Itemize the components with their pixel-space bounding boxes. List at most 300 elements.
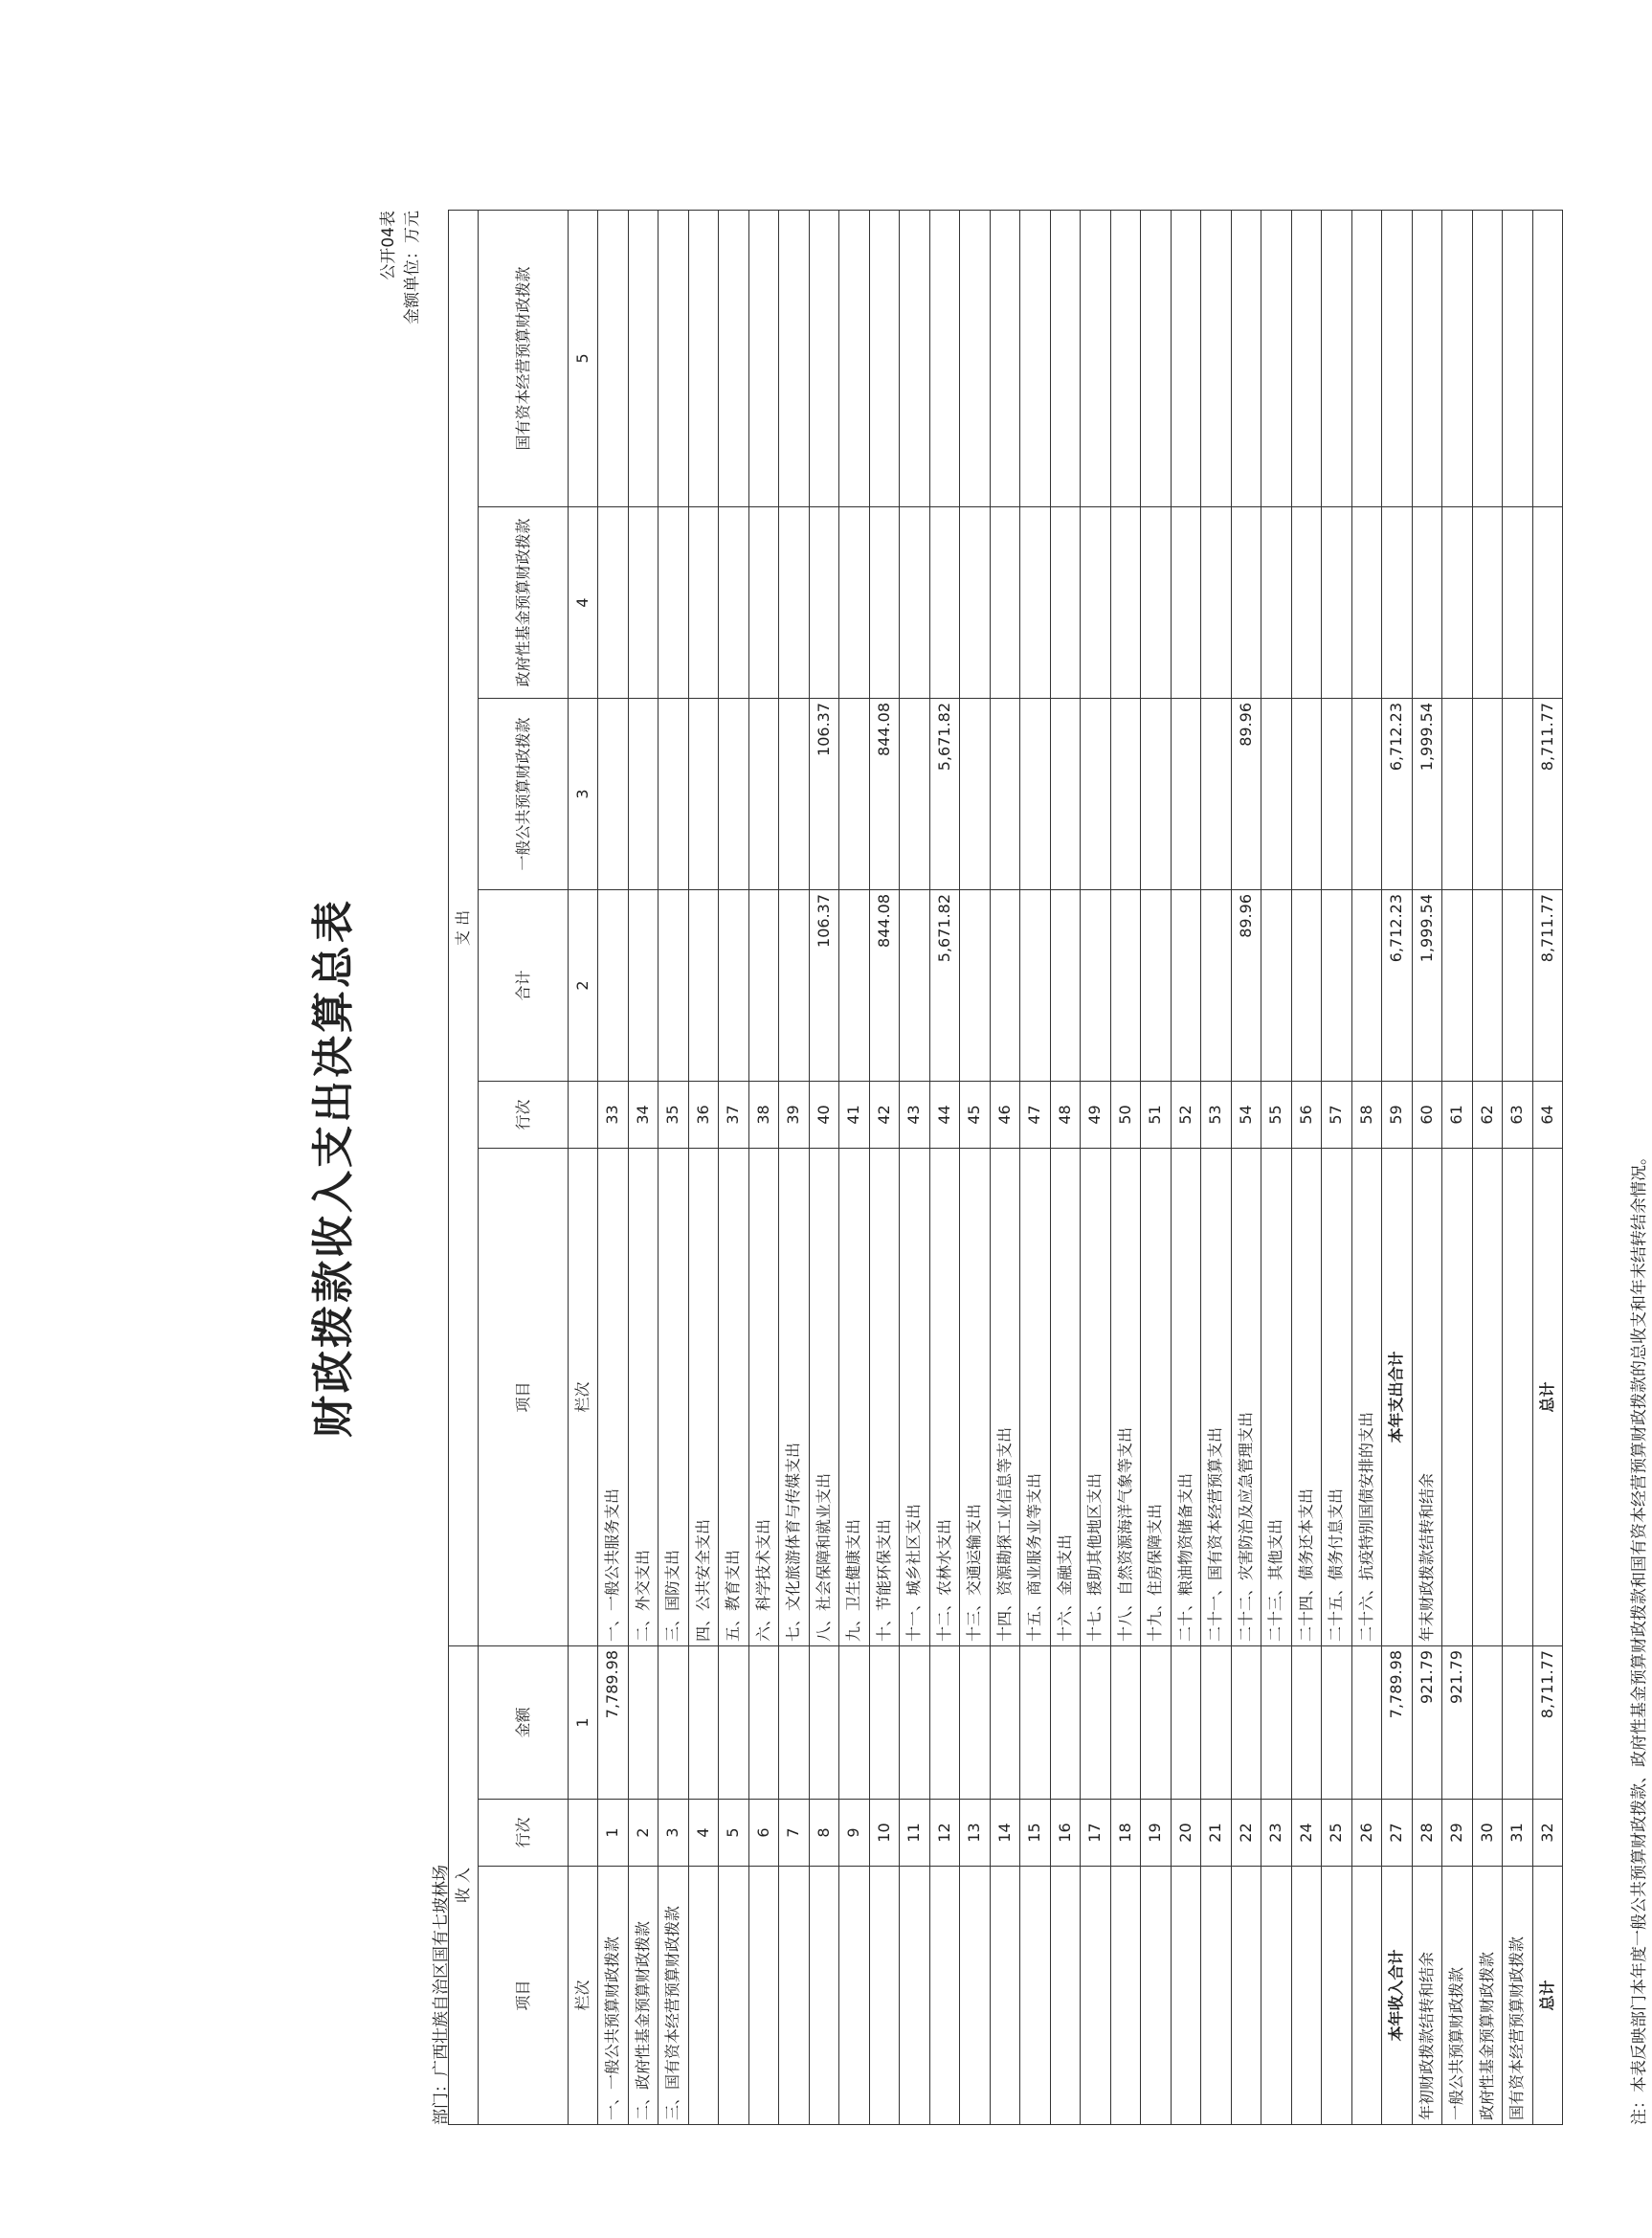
expense-total-cell <box>900 889 930 1081</box>
income-line-header: 行次 <box>479 1800 569 1867</box>
income-line-cell: 12 <box>929 1800 960 1867</box>
expense-total-cell <box>1351 889 1382 1081</box>
expense-line-cell: 60 <box>1412 1081 1442 1148</box>
expense-line-cell: 61 <box>1442 1081 1473 1148</box>
expense-total-header: 合计 <box>479 889 569 1081</box>
expense-fund-cell <box>688 506 719 698</box>
income-amount-cell <box>1050 1645 1081 1799</box>
expense-item-cell: 二、外交支出 <box>628 1148 659 1645</box>
income-amount-cell <box>1081 1645 1111 1799</box>
income-line-cell: 11 <box>900 1800 930 1867</box>
expense-general-cell <box>1110 698 1141 889</box>
expense-general-cell <box>748 698 779 889</box>
expense-general-cell: 6,712.23 <box>1382 698 1413 889</box>
expense-total-cell: 89.96 <box>1231 889 1261 1081</box>
expense-item-cell: 年末财政拨款结转和结余 <box>1412 1148 1442 1645</box>
income-line-cell: 21 <box>1201 1800 1232 1867</box>
income-amount-cell <box>929 1645 960 1799</box>
income-line-cell: 16 <box>1050 1800 1081 1867</box>
table-row <box>719 210 749 2124</box>
expense-item-cell <box>1503 1148 1533 1645</box>
expense-line-cell: 34 <box>628 1081 659 1148</box>
expense-fund-index: 4 <box>569 506 598 698</box>
income-amount-cell <box>1322 1645 1352 1799</box>
income-item-cell <box>1171 1867 1201 2125</box>
expense-soe-cell <box>1231 210 1261 506</box>
income-line-cell: 25 <box>1322 1800 1352 1867</box>
expense-total-cell <box>1503 889 1533 1081</box>
expense-line-cell: 41 <box>839 1081 870 1148</box>
expense-fund-cell <box>1081 506 1111 698</box>
expense-total-cell <box>1442 889 1473 1081</box>
expense-item-cell: 十四、资源勘探工业信息等支出 <box>990 1148 1020 1645</box>
table-row <box>1050 210 1081 2124</box>
expense-total-cell: 1,999.54 <box>1412 889 1442 1081</box>
expense-total-cell <box>1020 889 1051 1081</box>
expense-fund-cell <box>929 506 960 698</box>
income-item-cell <box>1110 1867 1141 2125</box>
expense-item-cell: 十五、商业服务业等支出 <box>1020 1148 1051 1645</box>
income-amount-cell <box>960 1645 991 1799</box>
income-item-cell: 二、政府性基金预算财政拨款 <box>628 1867 659 2125</box>
income-amount-cell <box>1201 1645 1232 1799</box>
income-amount-cell <box>1141 1645 1172 1799</box>
expense-soe-cell <box>748 210 779 506</box>
income-line-cell: 26 <box>1351 1800 1382 1867</box>
expense-fund-cell <box>1110 506 1141 698</box>
income-amount-cell <box>1472 1645 1503 1799</box>
income-item-cell: 政府性基金预算财政拨款 <box>1472 1867 1503 2125</box>
expense-fund-header: 政府性基金预算财政拨款 <box>479 506 569 698</box>
expense-general-cell <box>779 698 810 889</box>
income-item-cell: 三、国有资本经营预算财政拨款 <box>659 1867 689 2125</box>
expense-soe-cell <box>1412 210 1442 506</box>
expense-soe-header: 国有资本经营预算财政拨款 <box>479 210 569 506</box>
income-item-cell <box>688 1867 719 2125</box>
expense-column-label: 栏次 <box>569 1148 598 1645</box>
expense-fund-cell <box>1472 506 1503 698</box>
income-line-cell: 29 <box>1442 1800 1473 1867</box>
expense-line-cell: 46 <box>990 1081 1020 1148</box>
expense-item-cell: 三、国防支出 <box>659 1148 689 1645</box>
income-item-cell: 年初财政拨款结转和结余 <box>1412 1867 1442 2125</box>
expense-general-cell: 844.08 <box>869 698 900 889</box>
table-row <box>900 210 930 2124</box>
expense-line-cell: 54 <box>1231 1081 1261 1148</box>
expense-item-cell: 十三、交通运输支出 <box>960 1148 991 1645</box>
income-item-cell: 总计 <box>1532 1867 1563 2125</box>
income-group-header: 收 入 <box>449 1645 479 2124</box>
income-amount-cell <box>839 1645 870 1799</box>
expense-line-cell: 39 <box>779 1081 810 1148</box>
income-line-cell: 19 <box>1141 1800 1172 1867</box>
income-line-index <box>569 1800 598 1867</box>
expense-item-cell: 十八、自然资源海洋气象等支出 <box>1110 1148 1141 1645</box>
expense-general-cell: 89.96 <box>1231 698 1261 889</box>
income-line-cell: 23 <box>1261 1800 1292 1867</box>
expense-item-cell: 四、公共安全支出 <box>688 1148 719 1645</box>
expense-line-cell: 52 <box>1171 1081 1201 1148</box>
expense-line-cell: 40 <box>809 1081 839 1148</box>
table-row <box>1261 210 1292 2124</box>
expense-item-cell <box>1472 1148 1503 1645</box>
income-line-cell: 1 <box>598 1800 629 1867</box>
expense-fund-cell <box>598 506 629 698</box>
expense-total-cell <box>1291 889 1322 1081</box>
income-line-cell: 15 <box>1020 1800 1051 1867</box>
income-line-cell: 14 <box>990 1800 1020 1867</box>
column-header-row <box>479 210 569 2124</box>
expense-general-cell <box>1171 698 1201 889</box>
expense-item-cell: 一、一般公共服务支出 <box>598 1148 629 1645</box>
expense-item-cell: 本年支出合计 <box>1382 1148 1413 1645</box>
form-number: 公开04表 <box>379 211 398 280</box>
expense-line-cell: 35 <box>659 1081 689 1148</box>
expense-soe-cell <box>1110 210 1141 506</box>
expense-total-cell <box>1322 889 1352 1081</box>
income-line-cell: 27 <box>1382 1800 1413 1867</box>
expense-total-cell <box>1141 889 1172 1081</box>
income-amount-cell <box>659 1645 689 1799</box>
income-line-cell: 32 <box>1532 1800 1563 1867</box>
expense-line-cell: 36 <box>688 1081 719 1148</box>
expense-total-index: 2 <box>569 889 598 1081</box>
expense-item-cell: 二十四、债务还本支出 <box>1291 1148 1322 1645</box>
expense-line-cell: 63 <box>1503 1081 1533 1148</box>
expense-item-cell: 八、社会保障和就业支出 <box>809 1148 839 1645</box>
expense-total-cell <box>839 889 870 1081</box>
expense-item-cell: 九、卫生健康支出 <box>839 1148 870 1645</box>
expense-line-cell: 57 <box>1322 1081 1352 1148</box>
expense-soe-cell <box>990 210 1020 506</box>
income-item-cell <box>900 1867 930 2125</box>
income-item-cell: 国有资本经营预算财政拨款 <box>1503 1867 1533 2125</box>
expense-total-cell <box>960 889 991 1081</box>
income-line-cell: 10 <box>869 1800 900 1867</box>
expense-soe-cell <box>960 210 991 506</box>
expense-fund-cell <box>1503 506 1533 698</box>
table-body <box>598 210 1563 2124</box>
expense-line-cell: 48 <box>1050 1081 1081 1148</box>
table-row <box>1201 210 1232 2124</box>
income-line-cell: 18 <box>1110 1800 1141 1867</box>
expense-soe-cell <box>1261 210 1292 506</box>
expense-fund-cell <box>1382 506 1413 698</box>
expense-total-cell <box>1201 889 1232 1081</box>
expense-fund-cell <box>1322 506 1352 698</box>
income-amount-cell <box>1261 1645 1292 1799</box>
expense-general-cell <box>900 698 930 889</box>
expense-line-cell: 43 <box>900 1081 930 1148</box>
expense-fund-cell <box>1261 506 1292 698</box>
income-line-cell: 28 <box>1412 1800 1442 1867</box>
expense-item-cell: 十九、住房保障支出 <box>1141 1148 1172 1645</box>
table-row <box>1110 210 1141 2124</box>
expense-fund-cell <box>1412 506 1442 698</box>
income-column-label: 栏次 <box>569 1867 598 2125</box>
income-item-cell <box>719 1867 749 2125</box>
expense-line-cell: 47 <box>1020 1081 1051 1148</box>
footnote: 注：本表反映部门本年度一般公共预算财政拨款、政府性基金预算财政拨款和国有资本经营预算财政拨款的总收支和年末结转结余情况。 <box>1630 1149 1649 2125</box>
expense-line-cell: 37 <box>719 1081 749 1148</box>
expense-soe-cell <box>1351 210 1382 506</box>
expense-line-cell: 49 <box>1081 1081 1111 1148</box>
income-amount-cell <box>1110 1645 1141 1799</box>
income-line-cell: 9 <box>839 1800 870 1867</box>
income-amount-cell: 921.79 <box>1442 1645 1473 1799</box>
expense-soe-index: 5 <box>569 210 598 506</box>
income-item-cell <box>1291 1867 1322 2125</box>
expense-total-cell <box>1081 889 1111 1081</box>
income-item-cell <box>839 1867 870 2125</box>
column-index-row <box>569 210 598 2124</box>
income-amount-cell <box>809 1645 839 1799</box>
expense-general-index: 3 <box>569 698 598 889</box>
income-line-cell: 8 <box>809 1800 839 1867</box>
income-amount-cell <box>1020 1645 1051 1799</box>
expense-item-cell <box>1442 1148 1473 1645</box>
expense-general-cell <box>1261 698 1292 889</box>
income-item-cell <box>1322 1867 1352 2125</box>
expense-general-cell <box>1322 698 1352 889</box>
expense-item-cell: 十一、城乡社区支出 <box>900 1148 930 1645</box>
expense-line-cell: 53 <box>1201 1081 1232 1148</box>
report-sheet <box>283 211 1652 2125</box>
table-row <box>1412 210 1442 2124</box>
income-line-cell: 22 <box>1231 1800 1261 1867</box>
income-line-cell: 4 <box>688 1800 719 1867</box>
table-row <box>659 210 689 2124</box>
expense-line-cell: 56 <box>1291 1081 1322 1148</box>
expense-line-cell: 38 <box>748 1081 779 1148</box>
expense-item-cell: 二十一、国有资本经营预算支出 <box>1201 1148 1232 1645</box>
table-row <box>1351 210 1382 2124</box>
table-row <box>1382 210 1413 2124</box>
expense-fund-cell <box>900 506 930 698</box>
income-amount-cell <box>1291 1645 1322 1799</box>
income-line-cell: 17 <box>1081 1800 1111 1867</box>
income-amount-cell <box>990 1645 1020 1799</box>
income-item-cell <box>1141 1867 1172 2125</box>
expense-total-cell: 844.08 <box>869 889 900 1081</box>
income-amount-cell: 921.79 <box>1412 1645 1442 1799</box>
income-amount-cell: 8,711.77 <box>1532 1645 1563 1799</box>
expense-line-cell: 55 <box>1261 1081 1292 1148</box>
expense-soe-cell <box>1532 210 1563 506</box>
table-row <box>1503 210 1533 2124</box>
expense-item-cell: 六、科学技术支出 <box>748 1148 779 1645</box>
expense-general-cell <box>1291 698 1322 889</box>
expense-general-cell <box>1050 698 1081 889</box>
expense-soe-cell <box>659 210 689 506</box>
expense-item-cell: 七、文化旅游体育与传媒支出 <box>779 1148 810 1645</box>
income-amount-header: 金额 <box>479 1645 569 1799</box>
expense-fund-cell <box>1050 506 1081 698</box>
expense-item-cell: 十六、金融支出 <box>1050 1148 1081 1645</box>
expense-soe-cell <box>1382 210 1413 506</box>
expense-line-cell: 50 <box>1110 1081 1141 1148</box>
expense-item-cell: 总计 <box>1532 1148 1563 1645</box>
table-row <box>869 210 900 2124</box>
income-item-cell: 本年收入合计 <box>1382 1867 1413 2125</box>
expense-fund-cell <box>659 506 689 698</box>
expense-total-cell <box>688 889 719 1081</box>
expense-general-cell <box>1081 698 1111 889</box>
expense-fund-cell <box>628 506 659 698</box>
expense-soe-cell <box>1291 210 1322 506</box>
expense-total-cell <box>1171 889 1201 1081</box>
expense-fund-cell <box>809 506 839 698</box>
expense-fund-cell <box>1231 506 1261 698</box>
expense-fund-cell <box>960 506 991 698</box>
table-row <box>628 210 659 2124</box>
expense-item-cell: 二十二、灾害防治及应急管理支出 <box>1231 1148 1261 1645</box>
income-item-cell <box>1351 1867 1382 2125</box>
income-amount-cell <box>628 1645 659 1799</box>
expense-soe-cell <box>598 210 629 506</box>
expense-soe-cell <box>628 210 659 506</box>
expense-soe-cell <box>809 210 839 506</box>
expense-soe-cell <box>1442 210 1473 506</box>
expense-general-cell <box>960 698 991 889</box>
expense-line-cell: 45 <box>960 1081 991 1148</box>
expense-line-cell: 62 <box>1472 1081 1503 1148</box>
table-row <box>809 210 839 2124</box>
income-amount-cell <box>688 1645 719 1799</box>
expense-item-cell: 十七、援助其他地区支出 <box>1081 1148 1111 1645</box>
expense-total-cell <box>1110 889 1141 1081</box>
amount-unit: 金额单位：万元 <box>403 211 422 325</box>
expense-line-cell: 42 <box>869 1081 900 1148</box>
expense-soe-cell <box>1020 210 1051 506</box>
income-amount-cell <box>748 1645 779 1799</box>
expense-general-cell <box>990 698 1020 889</box>
table-row <box>990 210 1020 2124</box>
expense-total-cell: 106.37 <box>809 889 839 1081</box>
expense-soe-cell <box>1171 210 1201 506</box>
expense-general-cell <box>659 698 689 889</box>
table-row <box>748 210 779 2124</box>
expense-general-header: 一般公共预算财政拨款 <box>479 698 569 889</box>
income-item-cell <box>990 1867 1020 2125</box>
expense-item-cell: 二十六、抗疫特别国债安排的支出 <box>1351 1148 1382 1645</box>
income-amount-index: 1 <box>569 1645 598 1799</box>
expense-fund-cell <box>1351 506 1382 698</box>
expense-total-cell <box>1050 889 1081 1081</box>
income-amount-cell: 7,789.98 <box>598 1645 629 1799</box>
expense-line-cell: 64 <box>1532 1081 1563 1148</box>
expense-line-cell: 59 <box>1382 1081 1413 1148</box>
expense-group-header: 支 出 <box>449 210 479 1645</box>
expense-general-cell <box>719 698 749 889</box>
income-line-cell: 30 <box>1472 1800 1503 1867</box>
expense-line-cell: 51 <box>1141 1081 1172 1148</box>
expense-general-cell <box>1472 698 1503 889</box>
expense-total-cell <box>659 889 689 1081</box>
expense-fund-cell <box>748 506 779 698</box>
expense-total-cell: 6,712.23 <box>1382 889 1413 1081</box>
expense-total-cell <box>748 889 779 1081</box>
income-item-cell <box>1020 1867 1051 2125</box>
expense-general-cell <box>1442 698 1473 889</box>
table-row <box>929 210 960 2124</box>
expense-fund-cell <box>1532 506 1563 698</box>
expense-general-cell <box>1351 698 1382 889</box>
table-row <box>1291 210 1322 2124</box>
income-item-cell <box>809 1867 839 2125</box>
expense-total-cell <box>598 889 629 1081</box>
income-amount-cell <box>1503 1645 1533 1799</box>
income-line-cell: 31 <box>1503 1800 1533 1867</box>
expense-total-cell <box>1472 889 1503 1081</box>
income-amount-cell: 7,789.98 <box>1382 1645 1413 1799</box>
expense-item-cell: 五、教育支出 <box>719 1148 749 1645</box>
income-item-cell <box>1231 1867 1261 2125</box>
income-item-cell <box>929 1867 960 2125</box>
table-row <box>1141 210 1172 2124</box>
expense-line-cell: 58 <box>1351 1081 1382 1148</box>
expense-fund-cell <box>1171 506 1201 698</box>
expense-general-cell <box>1141 698 1172 889</box>
expense-soe-cell <box>869 210 900 506</box>
expense-general-cell <box>1201 698 1232 889</box>
expense-total-cell: 5,671.82 <box>929 889 960 1081</box>
expense-soe-cell <box>719 210 749 506</box>
income-line-cell: 3 <box>659 1800 689 1867</box>
expense-soe-cell <box>900 210 930 506</box>
expense-fund-cell <box>779 506 810 698</box>
expense-general-cell: 8,711.77 <box>1532 698 1563 889</box>
expense-fund-cell <box>1291 506 1322 698</box>
expense-soe-cell <box>688 210 719 506</box>
expense-item-cell: 二十五、债务付息支出 <box>1322 1148 1352 1645</box>
expense-general-cell: 1,999.54 <box>1412 698 1442 889</box>
income-line-cell: 2 <box>628 1800 659 1867</box>
expense-line-header: 行次 <box>479 1081 569 1148</box>
expense-soe-cell <box>1201 210 1232 506</box>
expense-line-index <box>569 1081 598 1148</box>
table-row <box>1532 210 1563 2124</box>
expense-soe-cell <box>839 210 870 506</box>
expense-total-cell <box>628 889 659 1081</box>
income-line-cell: 24 <box>1291 1800 1322 1867</box>
expense-soe-cell <box>1322 210 1352 506</box>
expense-fund-cell <box>839 506 870 698</box>
expense-general-cell <box>628 698 659 889</box>
income-amount-cell <box>900 1645 930 1799</box>
expense-general-cell <box>598 698 629 889</box>
table-row <box>839 210 870 2124</box>
income-item-cell <box>960 1867 991 2125</box>
expense-fund-cell <box>869 506 900 698</box>
income-line-cell: 13 <box>960 1800 991 1867</box>
expense-soe-cell <box>929 210 960 506</box>
income-line-cell: 6 <box>748 1800 779 1867</box>
expense-general-cell <box>839 698 870 889</box>
income-amount-cell <box>869 1645 900 1799</box>
expense-total-cell <box>1261 889 1292 1081</box>
table-row <box>598 210 629 2124</box>
expense-general-cell <box>1503 698 1533 889</box>
income-amount-cell <box>1351 1645 1382 1799</box>
expense-line-cell: 33 <box>598 1081 629 1148</box>
expense-soe-cell <box>1472 210 1503 506</box>
income-item-header: 项目 <box>479 1867 569 2125</box>
expense-fund-cell <box>719 506 749 698</box>
income-line-cell: 5 <box>719 1800 749 1867</box>
expense-general-cell <box>1020 698 1051 889</box>
table-row <box>1081 210 1111 2124</box>
